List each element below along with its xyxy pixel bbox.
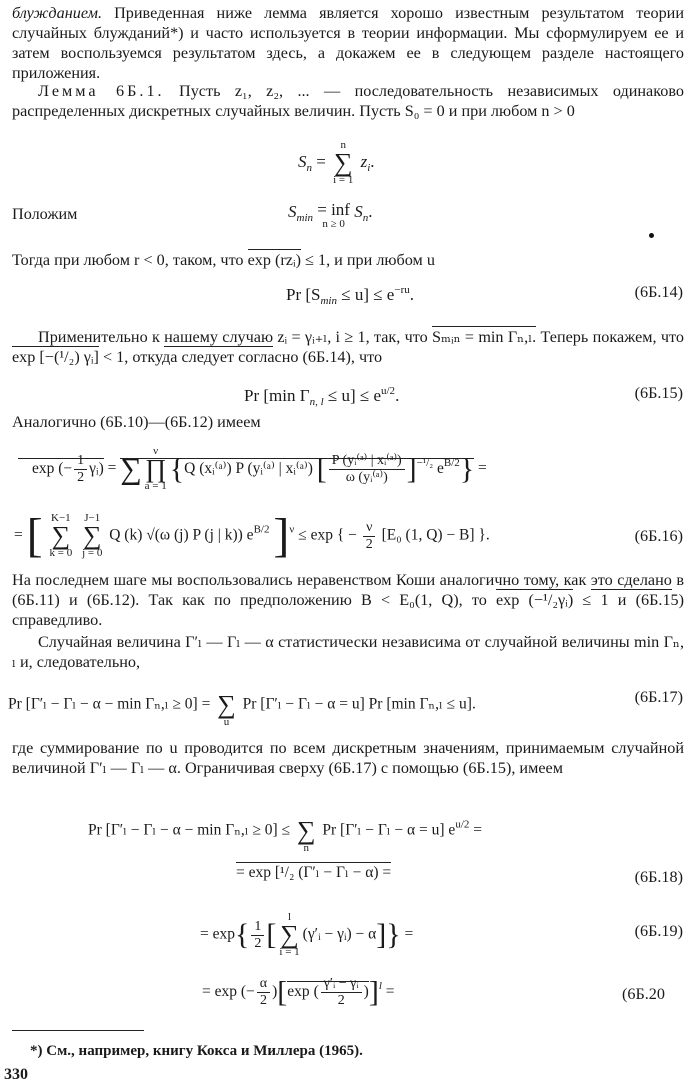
cauchy-underline: это сделано xyxy=(590,571,672,589)
equation-sn: $S_n$ = n ∑ i = 1 $z_i$. xyxy=(298,139,375,186)
equation-smin xyxy=(288,201,372,230)
sum-top: n xyxy=(340,139,346,151)
equation-617 xyxy=(8,682,476,728)
sum-symbol: n ∑ i = 1 xyxy=(333,139,354,186)
eq14-sub: min xyxy=(320,295,337,307)
eq14-sup: −ru xyxy=(394,284,410,296)
eq-number-616: (6Б.16) xyxy=(634,527,683,545)
eq20-gamma-frac xyxy=(321,976,362,1009)
cauchy-b: в (6Б.11) и (6Б.12). Так как по предположению B < E₀(1, Q), то xyxy=(12,571,684,609)
ratio-num: P (yᵢ⁽ᵃ⁾ | xᵢ⁽ᵃ⁾) xyxy=(329,453,405,470)
eq15-sup: u/2 xyxy=(381,385,396,397)
eq16-ratio xyxy=(329,453,405,486)
eq20-inner: exp ( $\frac{\text{γ′ᵢ − γᵢ}}{2}$ ) xyxy=(287,975,369,1008)
eq16-e-sup: B/2 xyxy=(443,456,460,469)
cauchy-c: ≤ 1 и (6Б.15) справедливо. xyxy=(12,591,685,629)
eq14-body: Pr [S xyxy=(286,285,321,304)
eq20-exp: exp xyxy=(287,983,310,1000)
paragraph-analog: Аналогично (6Б.10)—(6Б.12) имеем xyxy=(12,413,261,431)
inf-operator xyxy=(317,201,350,230)
eq-number-614: (6Б.14) xyxy=(634,283,683,301)
prod-symbol: ν ∏ a = 1 xyxy=(144,445,167,492)
intro-text: Приведенная ниже лемма является хорошо известным результатом теории случайных блужданий*) и часто используется в теории информации. Мы сформулируем ее и затем воспользуемся результатом здесь, а докажем ее в следующем разделе настоящего приложения. xyxy=(12,4,684,82)
sum-k: K−1 ∑ k = 0 xyxy=(49,512,73,559)
eq-number-619: (6Б.19) xyxy=(634,922,683,940)
apply-overline-2: exp [−(¹/₂) γᵢ] xyxy=(12,348,99,366)
paragraph-lemma xyxy=(12,81,684,121)
cond-overline: exp (rzᵢ) xyxy=(247,251,302,269)
apply-d: < 1, откуда следует согласно (6Б.14), что xyxy=(98,348,383,366)
eq20-pow: l xyxy=(378,980,382,992)
inf-text: = inf xyxy=(317,200,350,219)
sum-n: ∑ n xyxy=(296,816,316,854)
cauchy-a: На последнем шаге мы воспользовались неравенством Коши аналогично тому, как xyxy=(12,571,591,589)
sn-rhs-sub: i xyxy=(367,161,371,174)
eq20-pre: = exp xyxy=(202,983,237,1000)
eq16b-pow: ν xyxy=(289,523,295,536)
sum-bottom: i = 1 xyxy=(333,174,354,186)
paragraph-condition xyxy=(12,250,684,270)
eq17-lhs: Pr [Γ′ₗ − Γₗ − α − min Γₙ,ₗ ≥ 0] = xyxy=(8,695,215,713)
eq19-half-num: 1 xyxy=(251,919,264,936)
sum-i: l ∑ i = 1 xyxy=(279,911,300,958)
eq20-gamma-num: γ′ᵢ − γᵢ xyxy=(321,976,362,993)
paragraph-summation: где суммирование по u проводится по всем дискретным значениям, принимаемым случайной величиной Γ′ₗ — Γₗ — α. Ограничивая сверху (6Б.17) с помощью (6Б.15), имеем xyxy=(12,739,684,777)
equation-bound xyxy=(88,808,482,854)
sn-lhs-sub: n xyxy=(306,161,312,174)
eq17-rhs: Pr [Γ′ₗ − Γₗ − α = u] Pr [min Γₙ,ₗ ≤ u]. xyxy=(238,695,476,713)
half-num: 1 xyxy=(74,453,87,470)
sn-lhs: S xyxy=(298,151,307,171)
prod-bottom: a = 1 xyxy=(144,480,167,492)
paragraph-apply xyxy=(12,327,684,367)
equation-615 xyxy=(244,380,399,413)
lemma-lead: Лемма 6Б.1. xyxy=(38,82,165,100)
nu-num: ν xyxy=(363,520,375,537)
eq14-rest: ≤ u] ≤ e xyxy=(336,285,395,304)
eq-number-620: (6Б.20 xyxy=(621,985,665,1003)
sum-u-bottom: u xyxy=(223,716,230,728)
eq20-end: = xyxy=(381,983,395,1000)
eq14-end: . xyxy=(409,285,414,304)
smin-lhs: S xyxy=(288,202,297,221)
eq16-half xyxy=(74,453,87,486)
smin-lhs-sub: min xyxy=(296,212,313,224)
cond-b: ≤ 1, и при любом u xyxy=(301,251,435,269)
equation-614 xyxy=(286,279,414,312)
apply-a: Применительно к xyxy=(38,328,165,346)
eq15-body: Pr [min Γ xyxy=(244,386,310,405)
cauchy-overline: exp (−¹/₂γᵢ) xyxy=(495,591,574,609)
eq-number-617: (6Б.17) xyxy=(634,688,683,706)
nu-half xyxy=(363,520,376,553)
smin-rhs: S xyxy=(354,202,363,221)
bound-sup: u/2 xyxy=(455,818,470,831)
eq20-alpha-half xyxy=(257,976,270,1009)
eq19-end: = xyxy=(400,925,414,943)
lemma-text: Пусть z₁, z₂, ... — последовательность независимых одинаково распределенных дискретных случайных величин. Пусть S₀ = 0 и при любом n > 0 xyxy=(12,82,684,120)
sum-k-bottom: k = 0 xyxy=(49,547,73,559)
eq-number-618: (6Б.18) xyxy=(634,868,683,886)
inf-sub: n ≥ 0 xyxy=(322,218,345,230)
footnote-rule xyxy=(12,1030,144,1031)
sum-n-bottom: n xyxy=(303,842,309,854)
eq16-exp: exp xyxy=(32,459,55,477)
equation-618 xyxy=(236,862,391,884)
sum-k-top: K−1 xyxy=(51,512,71,524)
paragraph-cauchy xyxy=(12,570,684,630)
apply-c: Теперь покажем, что xyxy=(536,328,684,346)
paragraph-intro xyxy=(12,3,684,83)
apply-overline: Sₘᵢₙ = min Γₙ,ₗ. xyxy=(432,328,537,346)
eq16-e: e xyxy=(436,459,444,477)
bound-lhs: Pr [Γ′ₗ − Γₗ − α − min Γₙ,ₗ ≥ 0] ≤ xyxy=(88,821,294,839)
nu-den: 2 xyxy=(365,536,373,552)
intro-lead: блужданием. xyxy=(12,4,102,22)
apply-b: zᵢ = γᵢ₊ₗ, i ≥ 1, так, что xyxy=(273,328,433,346)
bound-rhs: Pr [Γ′ₗ − Γₗ − α = u] e xyxy=(318,821,456,839)
eq15-end: . xyxy=(395,386,400,405)
eq16b-rest: ≤ exp { − xyxy=(294,526,361,544)
equation-616-line1: exp (− $\frac{1}{2}$ γᵢ) = ∑ ν ∏ a = 1 {Q (xᵢ⁽ᵃ⁾) P (yᵢ⁽ᵃ⁾ | xᵢ⁽ᵃ⁾) [ $\frac{\text{P (yᵢ⁽ᵃ⁾ | xᵢ⁽ᵃ⁾)}}{\text{ω (yᵢ⁽ᵃ⁾)}}$ ]$^{-^1/_2}$ $e^{B/2}$} = xyxy=(18,446,487,492)
sum-j-top: J−1 xyxy=(84,512,101,524)
eq16-rhs: ∑ ν ∏ a = 1 {Q (xᵢ⁽ᵃ⁾) P (yᵢ⁽ᵃ⁾ | xᵢ⁽ᵃ⁾) [ $\frac{\text{P (yᵢ⁽ᵃ⁾ | xᵢ⁽ᵃ⁾)}}{\text{ω (yᵢ⁽ᵃ⁾)}}$ ]$^{-^1/_2}$ $e^{B/2}$} xyxy=(120,445,475,492)
eq15-rest: ≤ u] ≤ e xyxy=(323,386,381,405)
equation-619: = exp{ $\frac{1}{2}$ [ l ∑ i = 1 (γ′ᵢ − γᵢ) − α]} = xyxy=(200,911,414,958)
paragraph-independent: Случайная величина Γ′ₗ — Γₗ — α статистически независима от случайной величины min Γₙ, ₗ и, следовательно, xyxy=(12,633,684,671)
eq16-lhs: exp (− $\frac{1}{2}$ γᵢ) xyxy=(18,458,104,477)
eq-number-615: (6Б.15) xyxy=(634,384,683,402)
eq20-alpha-den: 2 xyxy=(259,992,267,1008)
half-den: 2 xyxy=(77,469,85,485)
eq16-pow: −¹/₂ xyxy=(416,456,434,469)
eq19-pre: = exp xyxy=(200,925,235,943)
stray-dot xyxy=(649,233,654,238)
eq18-body: = exp [¹/₂ (Γ′ₗ − Γₗ − α) = xyxy=(236,864,392,881)
eq19-half xyxy=(251,919,264,952)
bound-end: = xyxy=(469,821,482,839)
sn-rhs: z xyxy=(360,151,368,171)
smin-rhs-sub: n xyxy=(362,212,369,224)
equation-616-line2: = [ K−1 ∑ k = 0 J−1 ∑ j = 0 Q (k) √(ω (j) P (j | k)) $e^{B/2}$ ]$^\nu$ ≤ exp { − $\frac{\nu}{2}$ [E₀ (1, Q) − B] }. xyxy=(14,509,490,562)
eq19-body: (γ′ᵢ − γᵢ) − α xyxy=(302,925,377,943)
eq16-gamma: γᵢ xyxy=(89,459,99,477)
cond-a: Тогда при любом r < 0, таком, что xyxy=(12,251,248,269)
sum-u: ∑ u xyxy=(217,690,236,728)
eq16-q: Q (xᵢ⁽ᵃ⁾) P (yᵢ⁽ᵃ⁾ | xᵢ⁽ᵃ⁾) xyxy=(184,459,313,477)
ratio-den: ω (yᵢ⁽ᵃ⁾) xyxy=(345,469,388,485)
smin-end: . xyxy=(368,202,373,221)
page-number: 330 xyxy=(4,1066,28,1083)
equation-620: = exp (− $\frac{\alpha}{2}$ )[exp ( $\frac{\text{γ′ᵢ − γᵢ}}{2}$ )]$^l$ = xyxy=(202,975,395,1009)
prod-top: ν xyxy=(153,445,159,457)
eq16b-tail: [E₀ (1, Q) − B] }. xyxy=(377,526,490,544)
eq19-half-den: 2 xyxy=(254,935,262,951)
footnote: *) См., например, книгу Кокса и Миллера (1965). xyxy=(30,1043,363,1059)
sum-j-bottom: j = 0 xyxy=(82,547,103,559)
sum-j: J−1 ∑ j = 0 xyxy=(82,512,103,559)
sum-i-bottom: i = 1 xyxy=(279,946,300,958)
polozhim-label: Положим xyxy=(12,205,78,223)
eq16b-sup: B/2 xyxy=(253,523,270,536)
sn-end: . xyxy=(370,151,375,171)
eq20-gamma-den: 2 xyxy=(337,992,345,1008)
sum-i-top: l xyxy=(288,911,292,923)
eq15-sub: n, l xyxy=(309,396,324,408)
eq16b-body: Q (k) √(ω (j) P (j | k)) e xyxy=(109,526,254,544)
eq20-alpha: α xyxy=(257,976,270,993)
apply-underline: нашему случаю xyxy=(164,328,274,346)
